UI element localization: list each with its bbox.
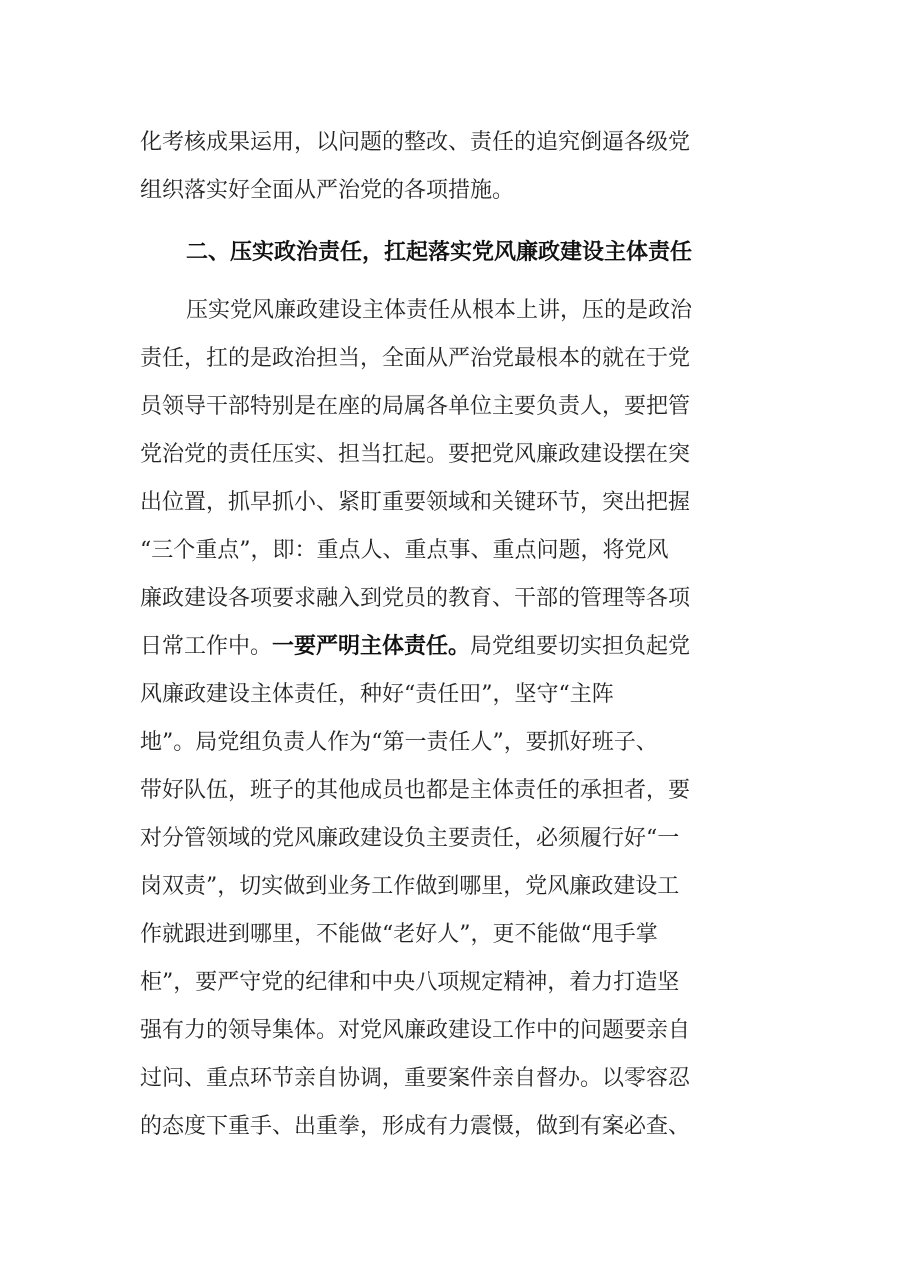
paragraph-line [0, 1055, 909, 1103]
text-line: 过问、重点环节亲自协调，重要案件亲自督办。以零容忍 [140, 1066, 691, 1091]
text-line: 出位置，抓早抓小、紧盯重要领域和关键环节，突出把握 [140, 490, 691, 515]
paragraph-line [0, 575, 909, 623]
text-line: 压实党风廉政建设主体责任从根本上讲，压的是政治 [186, 298, 693, 323]
text-line: 组织落实好全面从严治党的各项措施。 [140, 178, 515, 203]
text-line: 廉政建设各项要求融入到党员的教育、干部的管理等各项 [140, 586, 691, 611]
text-line: 作就跟进到哪里，不能做“老好人”，更不能做“甩手掌 [140, 922, 658, 947]
paragraph-line [0, 287, 909, 335]
text-line: 责任，扛的是政治担当，全面从严治党最根本的就在于党 [140, 346, 691, 371]
paragraph-line [0, 863, 909, 911]
paragraph-line [0, 671, 909, 719]
text-line: 风廉政建设主体责任，种好“责任田”，坚守“主阵 [140, 682, 614, 707]
paragraph-line [0, 119, 909, 167]
section-heading [0, 229, 909, 277]
text-line: 对分管领域的党风廉政建设负主要责任，必须履行好“一 [140, 826, 680, 851]
text-line: 岗双责”，切实做到业务工作做到哪里，党风廉政建设工 [140, 874, 680, 899]
paragraph-line [0, 479, 909, 527]
paragraph-line [0, 335, 909, 383]
text-line: “三个重点”，即：重点人、重点事、重点问题，将党风 [140, 538, 669, 563]
text-line: 地”。局党组负责人作为“第一责任人”，要抓好班子、 [140, 730, 658, 755]
text-line: 柜”，要严守党的纪律和中央八项规定精神，着力打造坚 [140, 970, 680, 995]
paragraph-line [0, 431, 909, 479]
paragraph-line [0, 623, 909, 671]
paragraph-line [0, 383, 909, 431]
text-line: 的态度下重手、出重拳，形成有力震慑，做到有案必查、 [140, 1114, 691, 1139]
paragraph-line [0, 1007, 909, 1055]
text-run: 日常工作中。 [140, 634, 273, 659]
paragraph-line [0, 815, 909, 863]
paragraph-line [0, 719, 909, 767]
text-line: 员领导干部特别是在座的局属各单位主要负责人，要把管 [140, 394, 691, 419]
paragraph-line [0, 911, 909, 959]
paragraph-line [0, 959, 909, 1007]
paragraph-line [0, 527, 909, 575]
paragraph-line [0, 1103, 909, 1151]
paragraph-line [0, 167, 909, 215]
mixed-text-line [140, 623, 690, 671]
paragraph-line [0, 767, 909, 815]
text-line: 化考核成果运用，以问题的整改、责任的追究倒逼各级党 [140, 130, 691, 155]
text-line: 强有力的领导集体。对党风廉政建设工作中的问题要亲自 [140, 1018, 691, 1043]
text-line: 带好队伍，班子的其他成员也都是主体责任的承担者，要 [140, 778, 691, 803]
text-run: 局党组要切实担负起党 [470, 634, 691, 659]
section-heading-text: 二、压实政治责任，扛起落实党风廉政建设主体责任 [186, 240, 693, 265]
bold-emphasis: 一要严明主体责任。 [272, 634, 471, 659]
text-line: 党治党的责任压实、担当扛起。要把党风廉政建设摆在突 [140, 442, 691, 467]
